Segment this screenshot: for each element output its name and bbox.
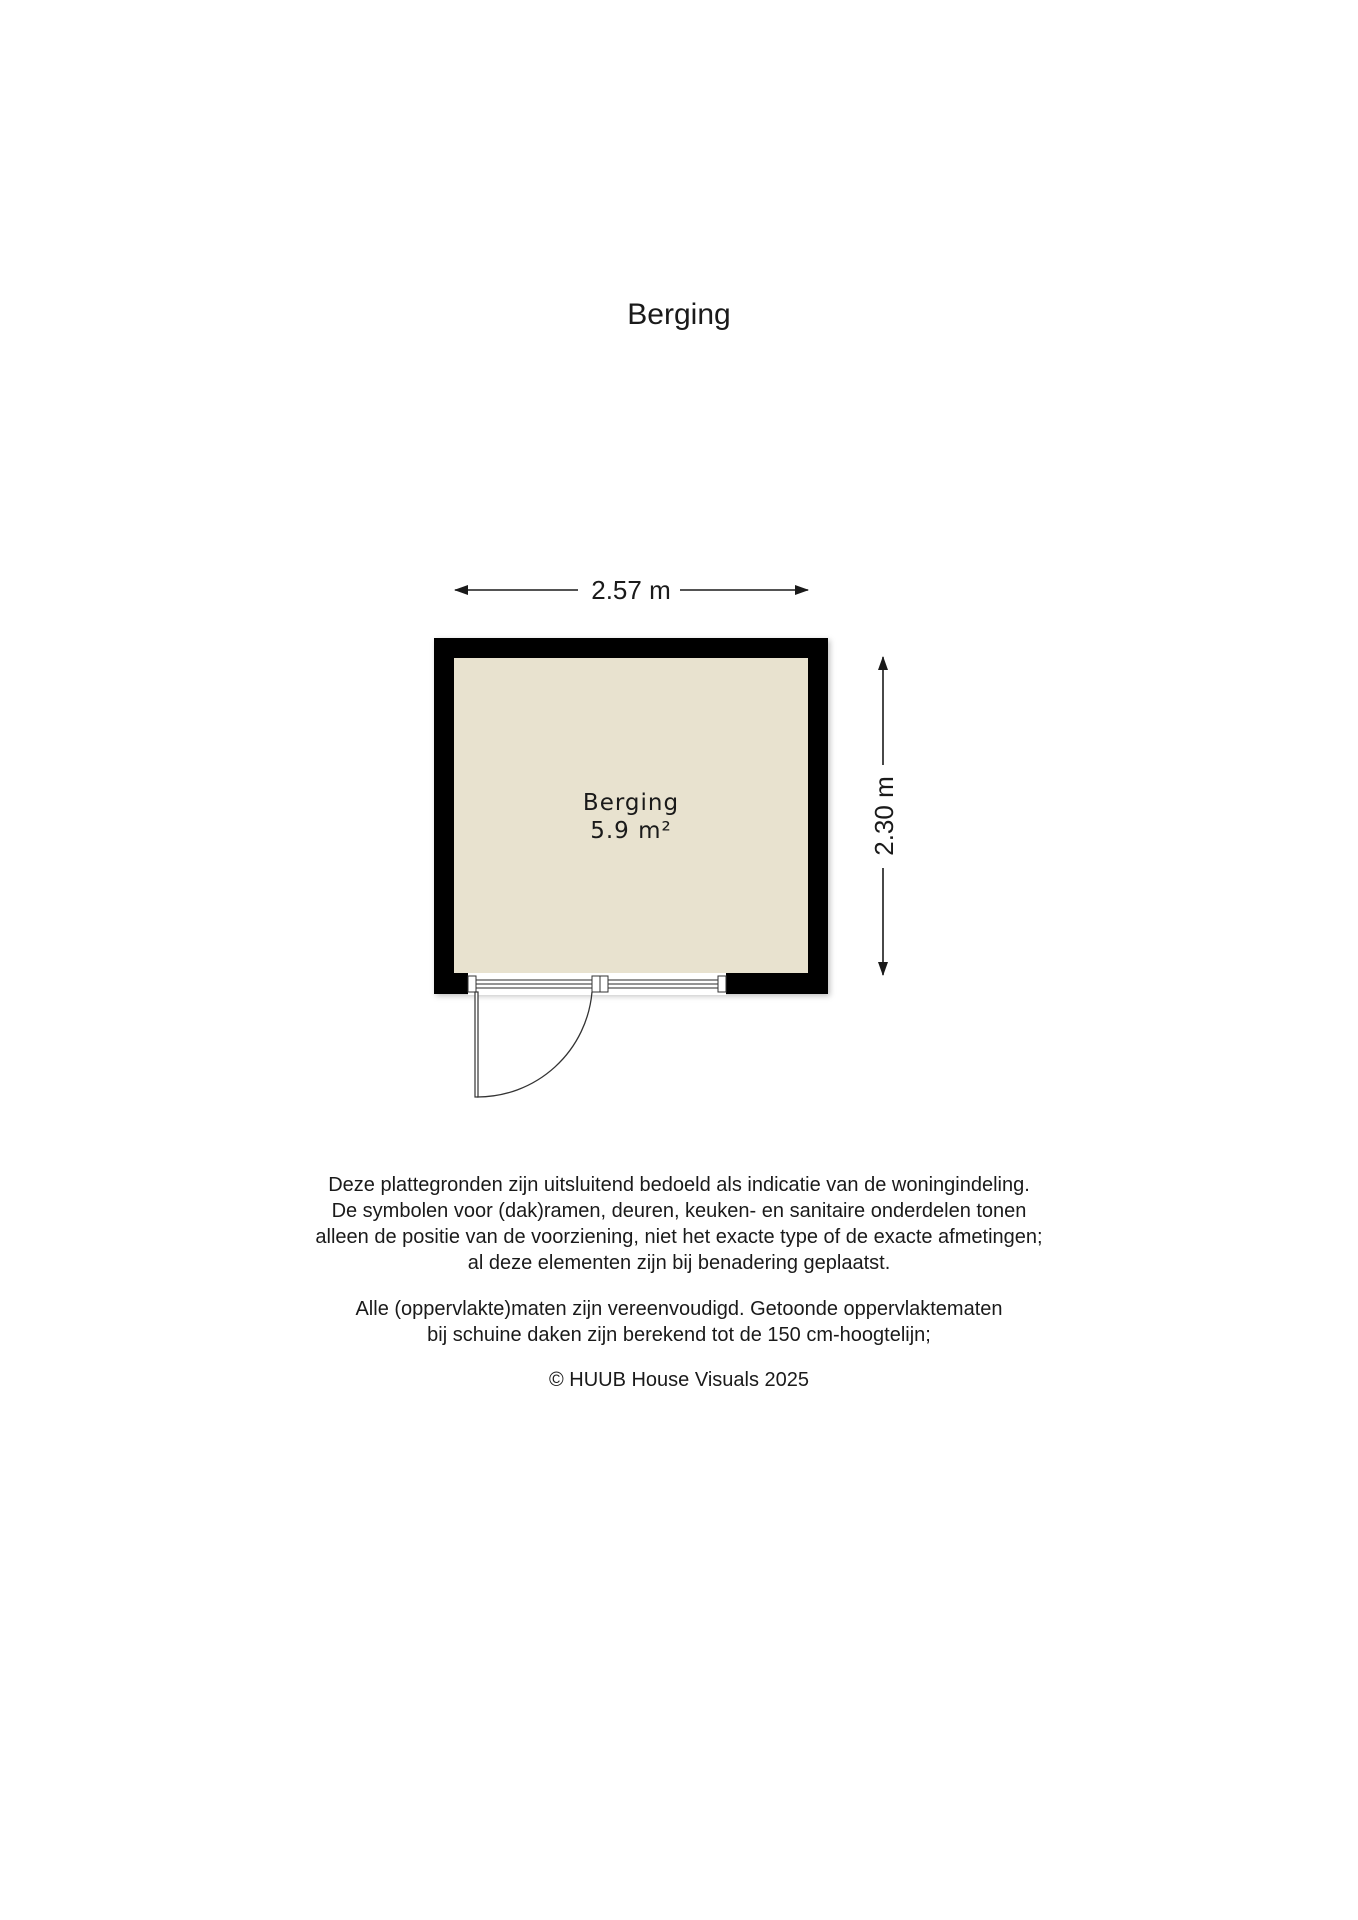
room-name: Berging	[582, 790, 680, 816]
width-dimension	[455, 575, 808, 605]
width-label: 2.57 m	[591, 575, 671, 605]
door-opening	[468, 973, 726, 995]
door-jamb-left	[468, 976, 476, 992]
notes-line: Alle (oppervlakte)maten zijn vereenvoudigd. Getoonde oppervlaktematen	[355, 1298, 1003, 1320]
height-dimension	[869, 657, 899, 975]
door-jamb-middle-left	[592, 976, 600, 992]
door-jamb-right	[718, 976, 726, 992]
door-jamb-middle-right	[600, 976, 608, 992]
copyright: © HUUB House Visuals 2025	[548, 1369, 810, 1391]
measurement-notes	[0, 1296, 1358, 1348]
door-swing	[475, 992, 592, 1097]
room-area: 5.9 m²	[590, 818, 672, 844]
notes-line: bij schuine daken zijn berekend tot de 150 cm-hoogtelijn;	[427, 1324, 931, 1346]
disclaimer-line: alleen de positie van de voorziening, niet het exacte type of de exacte afmetingen;	[315, 1226, 1043, 1248]
door-leaf	[475, 992, 478, 1097]
disclaimer-line: al deze elementen zijn bij benadering geplaatst.	[467, 1252, 891, 1274]
room	[434, 638, 828, 994]
disclaimer	[0, 1172, 1358, 1276]
disclaimer-line: De symbolen voor (dak)ramen, deuren, keuken- en sanitaire onderdelen tonen	[331, 1200, 1027, 1222]
page-title: Berging	[627, 298, 731, 331]
door-swing-arc	[477, 992, 592, 1097]
height-label: 2.30 m	[869, 776, 899, 856]
disclaimer-line: Deze plattegronden zijn uitsluitend bedoeld als indicatie van de woningindeling.	[328, 1174, 1030, 1196]
